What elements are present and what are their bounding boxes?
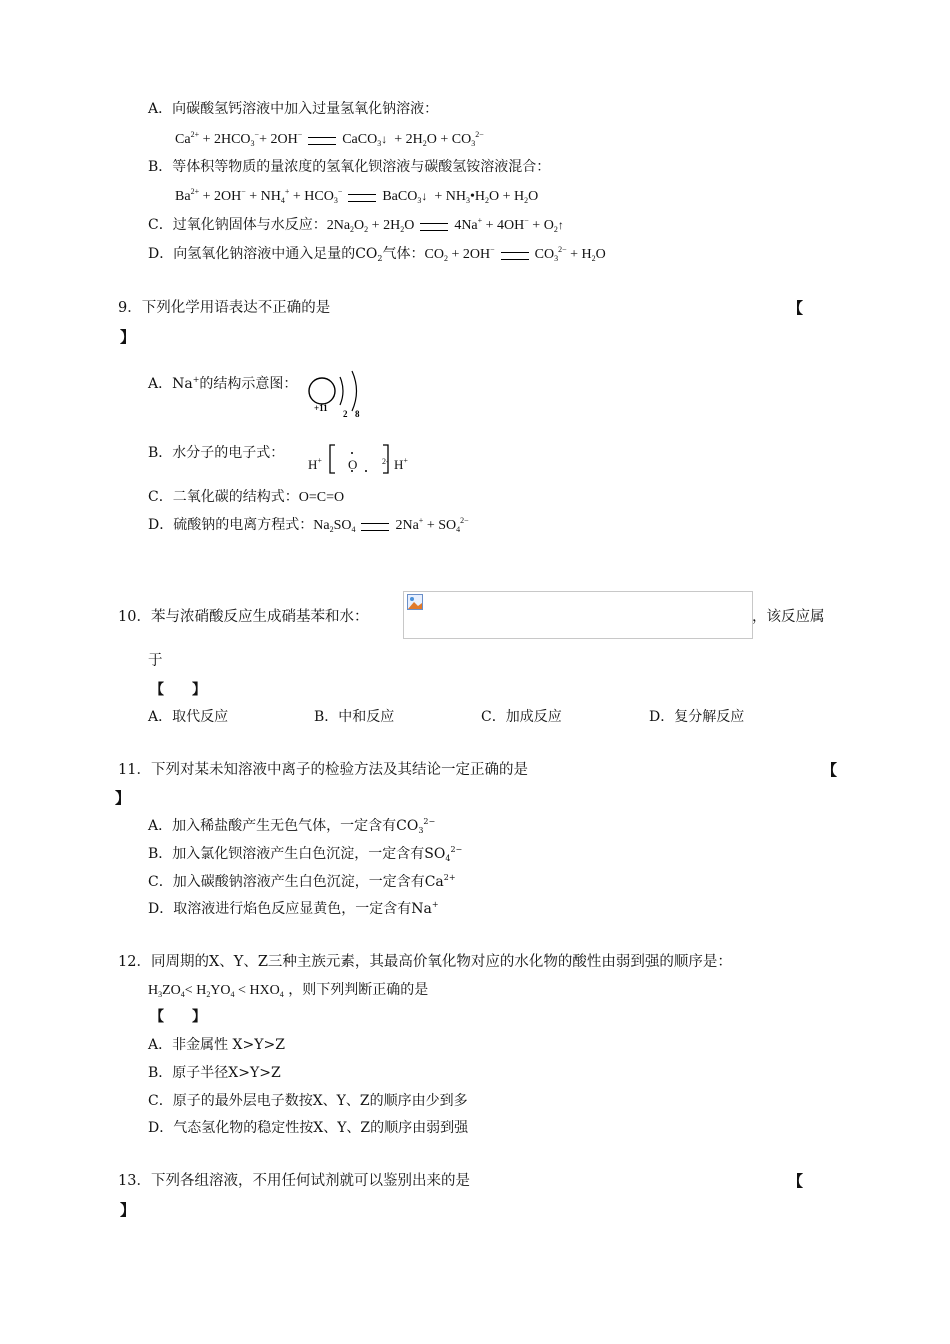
equals-sign <box>308 137 336 145</box>
shell-1-electrons: 2 <box>343 409 348 419</box>
nucleus-charge-label: +11 <box>314 403 328 413</box>
q9-option-a: A．Na+的结构示意图： <box>148 375 298 392</box>
q9-option-d: D．硫酸钠的电离方程式：$Na_2SO_4$ $2Na^+ + SO_4^{2-}$ <box>148 516 469 534</box>
nucleus-circle <box>309 378 335 404</box>
q8-option-d: D．向氢氧化钠溶液中通入足量的$CO_2$气体：$CO_2 + 2OH^-$ $CO_3^{2-} + H_2O$ <box>148 245 606 263</box>
q11-option-a: A．加入稀盐酸产生无色气体，一定含有$CO_3^{2-}$ <box>148 817 436 835</box>
q13-stem: 13．下列各组溶液，不用任何试剂就可以鉴别出来的是 <box>118 1173 470 1189</box>
shell-2-electrons: 8 <box>355 409 360 419</box>
q13-answer-bracket-close: 】 <box>120 1201 136 1219</box>
q10-choice-d: D．复分解反应 <box>649 709 745 725</box>
q11-option-c: C．加入碳酸钠溶液产生白色沉淀，一定含有$Ca^{2+}$ <box>148 873 456 890</box>
broken-image-icon <box>407 594 423 610</box>
q12-option-b: B．原子半径X>Y>Z <box>148 1065 281 1081</box>
equals-sign <box>420 223 448 231</box>
q8-option-b-equation: $Ba^{2+} + 2OH^- + NH_4^+ + HCO_3^-$ BaCO$_3$↓ + $NH_3•H_2O + H_2O$ <box>175 187 539 205</box>
electron-brackets-icon <box>328 443 390 475</box>
q10-stem: 10．苯与浓硝酸反应生成硝基苯和水： <box>118 609 369 625</box>
q12-option-d: D．气态氢化物的稳定性按X、Y、Z的顺序由弱到强 <box>148 1120 469 1136</box>
q12-option-c: C．原子的最外层电子数按X、Y、Z的顺序由少到多 <box>148 1093 468 1109</box>
electron-shell-2 <box>352 371 357 411</box>
reaction-equation-image-placeholder <box>403 591 753 639</box>
q10-choice-c: C．加成反应 <box>481 709 562 725</box>
q11-option-b: B．加入氯化钡溶液产生白色沉淀，一定含有$SO_4^{2-}$ <box>148 845 463 863</box>
q9-option-b: B．水分子的电子式： <box>148 445 285 461</box>
q10-answer-bracket: 【 】 <box>150 682 206 698</box>
precipitate-arrow-icon: ↓ <box>421 189 428 203</box>
q8-option-a: A．向碳酸氢钙溶液中加入过量氢氧化钠溶液： <box>148 101 439 117</box>
q11-option-d: D．取溶液进行焰色反应显黄色，一定含有Na+ <box>148 900 439 917</box>
gas-arrow-icon: ↑ <box>557 218 564 232</box>
q10-stem-continued: 于 <box>148 653 163 669</box>
q13-answer-bracket-open: 【 <box>788 1172 804 1190</box>
q10-stem-tail: ，该反应属 <box>752 609 825 625</box>
q12-acid-order: $H_3ZO_4< H_2YO_4 < HXO_4$ ，则下列判断正确的是 <box>148 982 429 999</box>
q10-choice-a: A．取代反应 <box>148 709 229 725</box>
q11-answer-bracket-open: 【 <box>822 761 838 779</box>
q9-option-c: C．二氧化碳的结构式：O=C=O <box>148 489 345 505</box>
equals-sign <box>361 523 389 531</box>
q9-stem: 9．下列化学用语表达不正确的是 <box>118 300 331 316</box>
equals-sign <box>501 252 529 260</box>
water-electron-formula: H+ O 2- H+ <box>308 441 418 477</box>
q12-answer-bracket: 【 】 <box>150 1009 206 1025</box>
q11-stem: 11．下列对某未知溶液中离子的检验方法及其结论一定正确的是 <box>118 762 528 778</box>
q9-answer-bracket-close: 】 <box>120 328 136 346</box>
equals-sign <box>348 194 376 202</box>
q10-choice-b: B．中和反应 <box>314 709 395 725</box>
q12-option-a: A．非金属性 X>Y>Z <box>148 1037 285 1053</box>
q8-option-a-equation: $Ca^{2+} + 2HCO_3^-+ 2OH^-$ CaCO$_3$↓ + $2H_2O + CO_3^{2-}$ <box>175 130 484 148</box>
q12-stem: 12．同周期的X、Y、Z三种主族元素，其最高价氧化物对应的水化物的酸性由弱到强的顺序是： <box>118 954 732 970</box>
precipitate-arrow-icon: ↓ <box>381 132 388 146</box>
q11-answer-bracket-close: 】 <box>115 789 131 807</box>
q8-option-b: B．等体积等物质的量浓度的氢氧化钡溶液与碳酸氢铵溶液混合： <box>148 159 551 175</box>
q8-option-c: C．过氧化钠固体与水反应：$2Na_2O_2 + 2H_2O$ $4Na^+ + 4OH^- + O_2↑$ <box>148 216 564 234</box>
co2-structural-formula: O=C=O <box>298 490 345 505</box>
electron-shell-1 <box>340 377 343 405</box>
q9-answer-bracket-open: 【 <box>788 299 804 317</box>
sodium-ion-structure-diagram <box>304 367 368 419</box>
